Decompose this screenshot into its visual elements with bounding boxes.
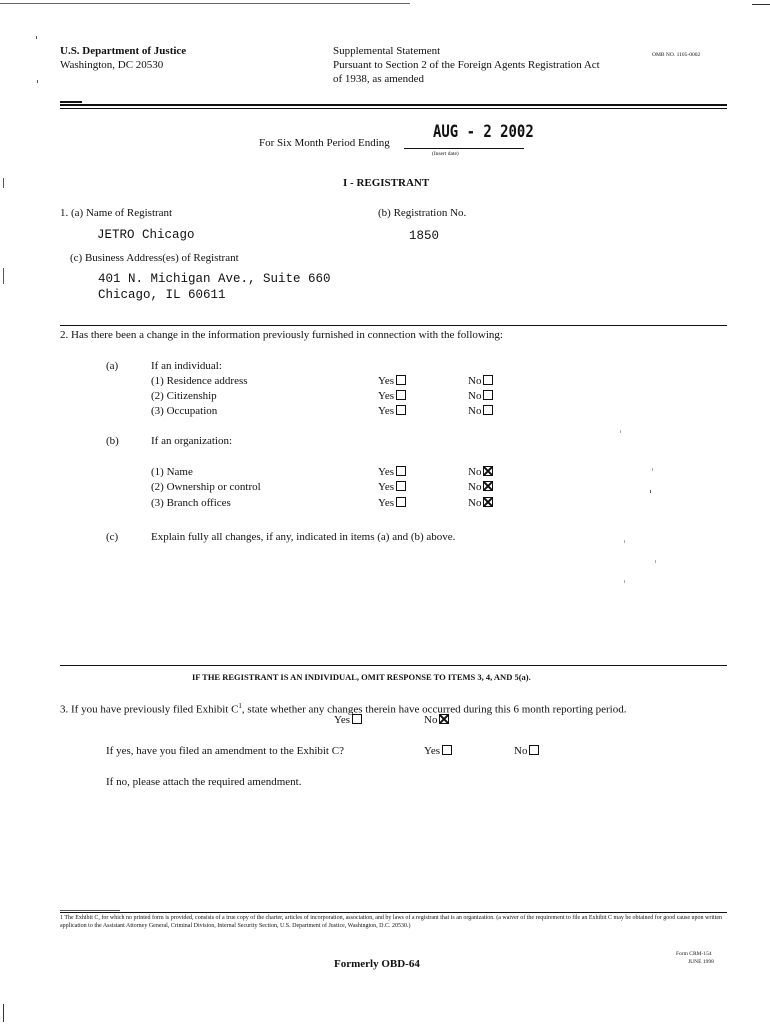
yes-label: Yes	[378, 481, 395, 493]
registration-no-label: (b) Registration No.	[378, 207, 467, 219]
q2b-item-yes	[378, 496, 406, 510]
yes-checkbox[interactable]	[396, 405, 406, 415]
q2a-item-label: (2) Citizenship	[151, 390, 217, 402]
q2a-item-yes	[378, 404, 406, 418]
scan-speck	[650, 490, 651, 493]
formerly-label: Formerly OBD-64	[334, 958, 420, 970]
agency-address: Washington, DC 20530	[60, 59, 164, 71]
yes-label: Yes	[378, 497, 395, 509]
left-scan-mark	[3, 1004, 4, 1022]
no-checkbox-checked[interactable]	[483, 497, 493, 507]
no-label: No	[468, 481, 482, 493]
no-label: No	[468, 390, 482, 402]
q3-yes	[334, 713, 362, 727]
yes-label: Yes	[378, 390, 395, 402]
q3-text-end: , state whether any changes therein have occurred during this 6 month reporting period.	[241, 703, 627, 716]
amendment-instruction: If no, please attach the required amendment.	[106, 776, 302, 788]
q2b-item-label: (1) Name	[151, 466, 193, 478]
yes-label: Yes	[378, 466, 395, 478]
q2a-item-no	[468, 404, 493, 418]
header-rule-thin	[60, 108, 727, 109]
footnote-ref: 1	[238, 702, 242, 710]
yes-checkbox[interactable]	[396, 390, 406, 400]
no-checkbox-checked[interactable]	[439, 714, 449, 724]
no-label: No	[468, 405, 482, 417]
section-divider	[60, 325, 727, 326]
scan-speck	[655, 560, 656, 563]
yes-checkbox[interactable]	[442, 745, 452, 755]
q2c-text: Explain fully all changes, if any, indicated in items (a) and (b) above.	[151, 531, 456, 543]
q2a-title: If an individual:	[151, 360, 222, 372]
yes-label: Yes	[424, 745, 441, 757]
period-underline	[404, 148, 524, 149]
q2b-label: (b)	[106, 435, 119, 447]
business-address-label: (c) Business Address(es) of Registrant	[70, 252, 239, 264]
q3-text-start: 3. If you have previously filed Exhibit C	[60, 703, 239, 716]
no-checkbox[interactable]	[529, 745, 539, 755]
q2b-item-no	[468, 496, 493, 510]
q2b-title: If an organization:	[151, 435, 233, 447]
registration-no-value: 1850	[409, 229, 440, 243]
business-address-line1: 401 N. Michigan Ave., Suite 660	[98, 272, 331, 286]
q2a-item-no	[468, 389, 493, 403]
no-label: No	[424, 714, 438, 726]
q2a-item-no	[468, 374, 493, 388]
q2a-item-yes	[378, 374, 406, 388]
amendment-yes	[424, 744, 452, 758]
omb-number: OMB NO. 1105-0002	[652, 52, 701, 58]
no-label: No	[468, 466, 482, 478]
amendment-question: If yes, have you filed an amendment to the Exhibit C?	[106, 745, 344, 757]
statement-subtitle-cont: of 1938, as amended	[333, 73, 425, 85]
yes-label: Yes	[334, 714, 351, 726]
yes-checkbox[interactable]	[396, 497, 406, 507]
no-label: No	[468, 375, 482, 387]
statement-title: Supplemental Statement	[333, 45, 441, 57]
q2b-item-label: (2) Ownership or control	[151, 481, 261, 493]
period-hint: (Insert date)	[432, 151, 459, 157]
period-label: For Six Month Period Ending	[259, 137, 390, 149]
omit-notice: IF THE REGISTRANT IS AN INDIVIDUAL, OMIT RESPONSE TO ITEMS 3, 4, AND 5(a).	[192, 672, 531, 682]
top-scan-edge	[0, 3, 410, 4]
registrant-name-label: 1. (a) Name of Registrant	[60, 207, 173, 219]
yes-checkbox[interactable]	[396, 481, 406, 491]
q2b-item-no	[468, 465, 493, 479]
q2a-label: (a)	[106, 360, 119, 372]
scan-speck	[36, 36, 37, 39]
top-scan-edge-right	[752, 4, 770, 5]
no-checkbox[interactable]	[483, 375, 493, 385]
yes-checkbox[interactable]	[352, 714, 362, 724]
question-2-text: 2. Has there been a change in the information previously furnished in connection with the following:	[60, 329, 503, 341]
q2a-item-label: (1) Residence address	[151, 375, 248, 387]
yes-label: Yes	[378, 405, 395, 417]
no-label: No	[468, 497, 482, 509]
registrant-name-value: JETRO Chicago	[97, 228, 195, 242]
no-checkbox[interactable]	[483, 390, 493, 400]
footnote-text: 1 The Exhibit C, for which no printed form is provided, consists of a true copy of the charter, articles of incorporation, association, and by laws of a registrant that is an organization. (a waiver of the requirement to file an Exhibit C may be obtained for good cause upon written application to the Assistant Attorney General, Criminal Division, Internal Security Section, U.S. Department of Justice, Washington, D.C. 20530.)	[60, 915, 723, 929]
scan-speck	[624, 540, 625, 543]
q2a-item-label: (3) Occupation	[151, 405, 218, 417]
q3-no	[424, 713, 449, 727]
section-title: I - REGISTRANT	[343, 177, 430, 189]
q2a-item-yes	[378, 389, 406, 403]
agency-name: U.S. Department of Justice	[60, 45, 187, 57]
yes-checkbox[interactable]	[396, 466, 406, 476]
q2b-item-label: (3) Branch offices	[151, 497, 231, 509]
footnote-rule-short	[60, 910, 120, 911]
yes-checkbox[interactable]	[396, 375, 406, 385]
business-address-line2: Chicago, IL 60611	[98, 288, 226, 302]
period-date-stamp: AUG - 2 2002	[433, 122, 534, 142]
scan-speck	[652, 468, 653, 471]
header-rule-short	[60, 101, 82, 103]
q2b-item-yes	[378, 465, 406, 479]
scan-speck	[3, 178, 4, 188]
q2b-item-yes	[378, 480, 406, 494]
q2c-label: (c)	[106, 531, 119, 543]
footnote-rule	[60, 912, 727, 913]
scan-speck	[624, 580, 625, 583]
no-checkbox-checked[interactable]	[483, 481, 493, 491]
yes-label: Yes	[378, 375, 395, 387]
form-number: Form CRM-154	[676, 951, 712, 957]
no-checkbox-checked[interactable]	[483, 466, 493, 476]
form-date: JUNE 1998	[688, 959, 714, 965]
no-label: No	[514, 745, 528, 757]
amendment-no	[514, 744, 539, 758]
header-rule-thick	[60, 104, 727, 106]
omit-divider	[60, 665, 727, 666]
scan-speck	[3, 268, 4, 284]
statement-subtitle: Pursuant to Section 2 of the Foreign Agents Registration Act	[333, 59, 600, 71]
q2b-item-no	[468, 480, 493, 494]
scan-speck	[37, 80, 38, 83]
no-checkbox[interactable]	[483, 405, 493, 415]
scan-speck	[620, 430, 621, 433]
